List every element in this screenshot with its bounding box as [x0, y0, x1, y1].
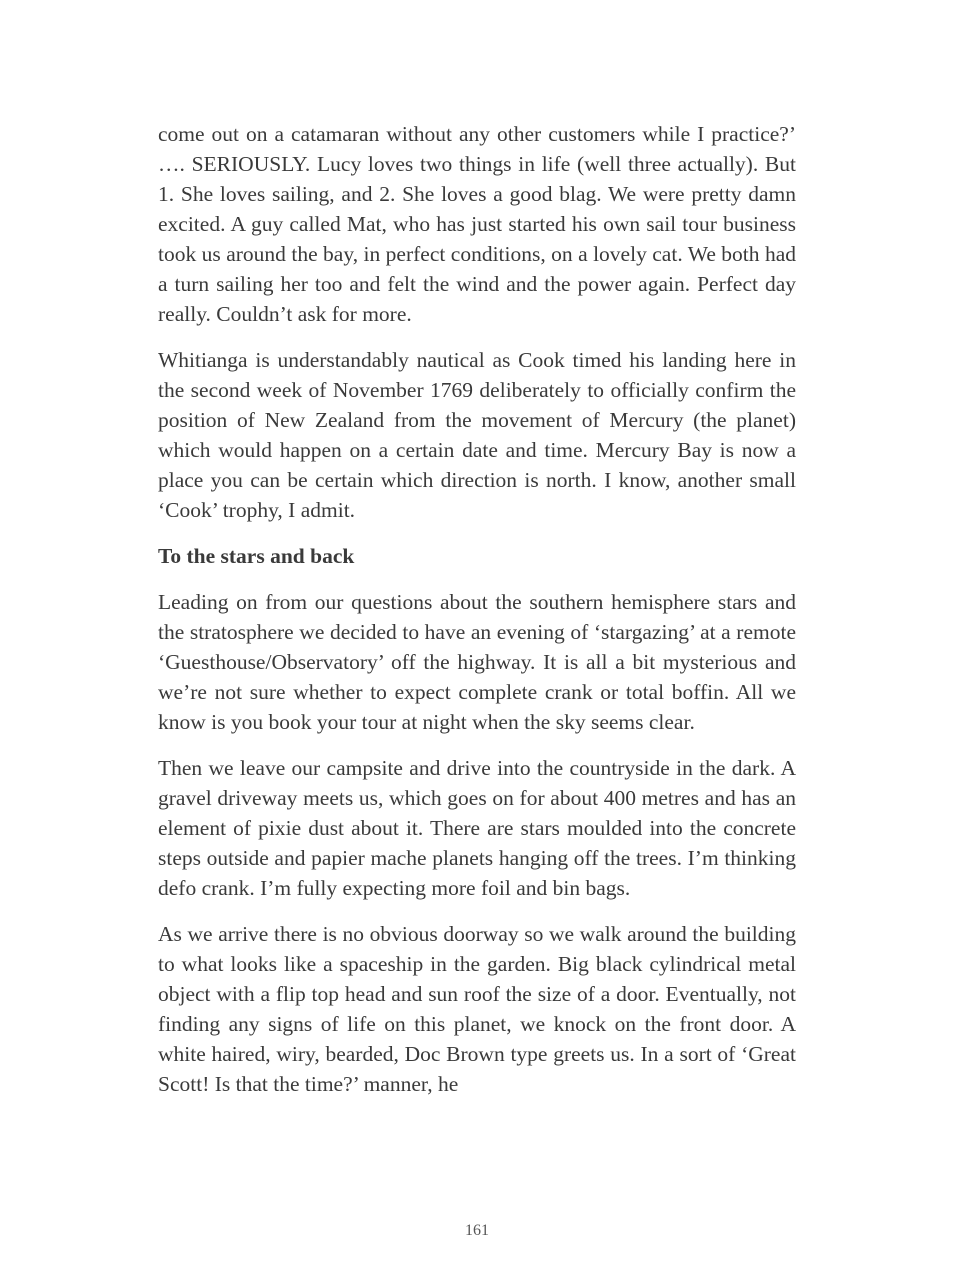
paragraph-driveway: Then we leave our campsite and drive into the countryside in the dark. A gravel driveway meets us, which goes on for about 400 metres and has an element of pixie dust about it. There are stars moulded into the concrete steps outside and papier mache planets hanging off the trees. I’m thinking defo crank. I’m fully expecting more foil and bin bags.	[158, 756, 796, 900]
page-number: 161	[465, 1222, 489, 1239]
page-body	[158, 119, 796, 1115]
section-heading: To the stars and back	[158, 544, 355, 568]
paragraph-stargazing: Leading on from our questions about the southern hemisphere stars and the stratosphere we decided to have an evening of ‘stargazing’ at a remote ‘Guesthouse/Observatory’ off the highway. It is all a bit mysterious and we’re not sure whether to expect complete crank or total boffin. All we know is you book your tour at night when the sky seems clear.	[158, 590, 796, 734]
paragraph-spaceship: As we arrive there is no obvious doorway so we walk around the building to what looks like a spaceship in the garden. Big black cylindrical metal object with a flip top head and sun roof the size of a door. Eventually, not finding any signs of life on this planet, we knock on the front door. A white haired, wiry, bearded, Doc Brown type greets us. In a sort of ‘Great Scott! Is that the time?’ manner, he	[158, 922, 796, 1096]
paragraph-catamaran: come out on a catamaran without any other customers while I practice?’ …. SERIOUSLY. Lucy loves two things in life (well three actually). But 1. She loves sailing, and 2. She loves a good blag. We were pretty damn excited. A guy called Mat, who has just started his own sail tour business took us around the bay, in perfect conditions, on a lovely cat. We both had a turn sailing her too and felt the wind and the power again. Perfect day really. Couldn’t ask for more.	[158, 122, 796, 326]
paragraph-whitianga: Whitianga is understandably nautical as Cook timed his landing here in the second week of November 1769 deliberately to officially confirm the position of New Zealand from the movement of Mercury (the planet) which would happen on a certain date and time. Mercury Bay is now a place you can be certain which direction is north. I know, another small ‘Cook’ trophy, I admit.	[158, 348, 796, 522]
